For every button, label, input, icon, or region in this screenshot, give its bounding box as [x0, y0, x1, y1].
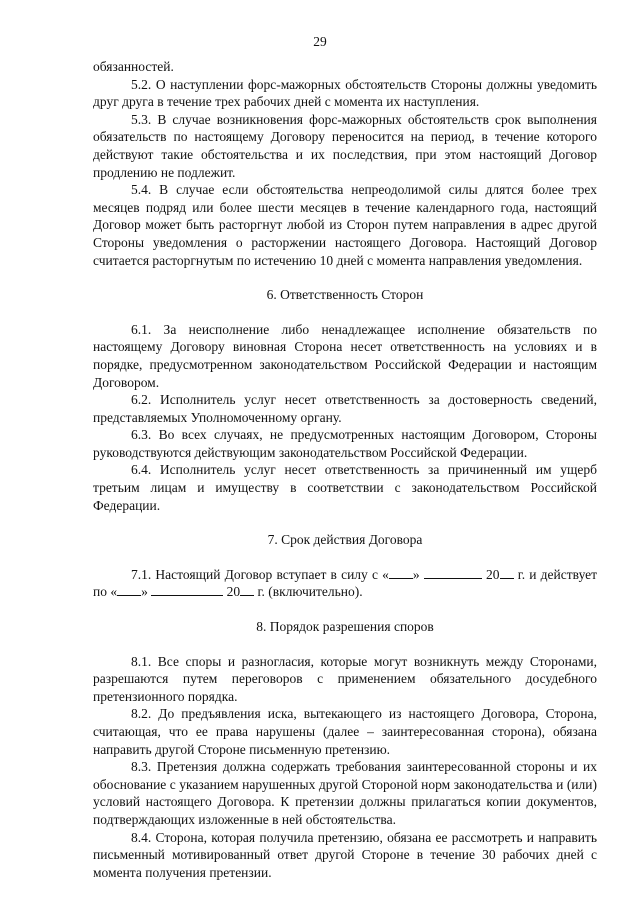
section-heading-6: 6. Ответственность Сторон [266, 287, 424, 303]
paragraph-5-2: 5.2. О наступлении форс-мажорных обстоятельств Стороны должны уведомить друг друга в течение трех рабочих дней с момента их наступления. [93, 76, 597, 110]
p71-part-b: » [412, 566, 420, 582]
p71-part-f: 20 [226, 584, 241, 600]
month-blank-end [151, 583, 223, 596]
paragraph-5-4: 5.4. В случае если обстоятельства непреодолимой силы длятся более трех месяцев подряд или более шести месяцев в течение календарного года, настоящий Договор может быть расторгнут любой из Сторон путем направления в адрес другой Стороны уведомления о расторжении настоящего Договора. Настоящий Договор считается расторгнутым по истечению 10 дней с момента направления уведомления. [93, 182, 597, 268]
paragraph-6-4: 6.4. Исполнитель услуг несет ответственность за причиненный им ущерб третьим лицам и имуществу в соответствии с законодательством Российской Федерации. [93, 462, 597, 513]
document-body [93, 58, 597, 881]
section-heading-8: 8. Порядок разрешения споров [256, 619, 434, 635]
paragraph-6-1: 6.1. За неисполнение либо ненадлежащее исполнение обязательств по настоящему Договору виновная Сторона несет ответственность на условиях и в порядке, предусмотренном законодательством Российской Федерации и настоящим Договором. [93, 321, 597, 390]
paragraph-7-1 [93, 566, 597, 601]
paragraph-8-4: 8.4. Сторона, которая получила претензию, обязана ее рассмотреть и направить письменный мотивированный ответ другой Стороне в течение 30 рабочих дней с момента получения претензии. [93, 829, 597, 880]
p71-part-e: » [141, 584, 148, 600]
paragraph-5-3: 5.3. В случае возникновения форс-мажорных обстоятельств срок выполнения обязательств по настоящему Договору переносится на период, в течение которого действуют такие обстоятельства и их последствия, при этом настоящий Договор продлению не подлежит. [93, 111, 597, 180]
year-blank-end [240, 583, 254, 596]
paragraph-6-2: 6.2. Исполнитель услуг несет ответственность за достоверность сведений, представляемых Уполномоченному органу. [93, 392, 597, 425]
section-heading-7: 7. Срок действия Договора [267, 532, 423, 548]
page-number: 29 [313, 34, 327, 49]
p71-part-d: г. и действует по « [93, 566, 598, 600]
paragraph-6-3: 6.3. Во всех случаях, не предусмотренных настоящим Договором, Стороны руководствуются действующим законодательством Российской Федерации. [93, 427, 597, 460]
paragraph-8-2: 8.2. До предъявления иска, вытекающего из настоящего Договора, Сторона, считающая, что ее права нарушены (далее – заинтересованная сторона), обязана направить другой Стороне письменную претензию. [93, 706, 597, 757]
paragraph-5-1-tail: обязанностей. [93, 59, 174, 74]
month-blank-start [424, 566, 482, 579]
paragraph-8-1: 8.1. Все споры и разногласия, которые могут возникнуть между Сторонами, разрешаются путем переговоров с применением обязательного досудебного претензионного порядка. [93, 653, 597, 704]
p71-part-c: 20 [486, 566, 500, 582]
day-blank-start [389, 566, 413, 579]
day-blank-end [117, 583, 141, 596]
p71-part-g: г. (включительно). [257, 584, 363, 600]
paragraph-8-3: 8.3. Претензия должна содержать требования заинтересованной стороны и их обоснование с указанием нарушенных другой Стороной норм законодательства и (или) условий настоящего Договора. К претензии должны прилагаться копии документов, подтверждающих изложенные в ней обстоятельства. [93, 759, 597, 827]
p71-part-a: 7.1. Настоящий Договор вступает в силу с « [131, 566, 389, 582]
year-blank-start [500, 566, 514, 579]
